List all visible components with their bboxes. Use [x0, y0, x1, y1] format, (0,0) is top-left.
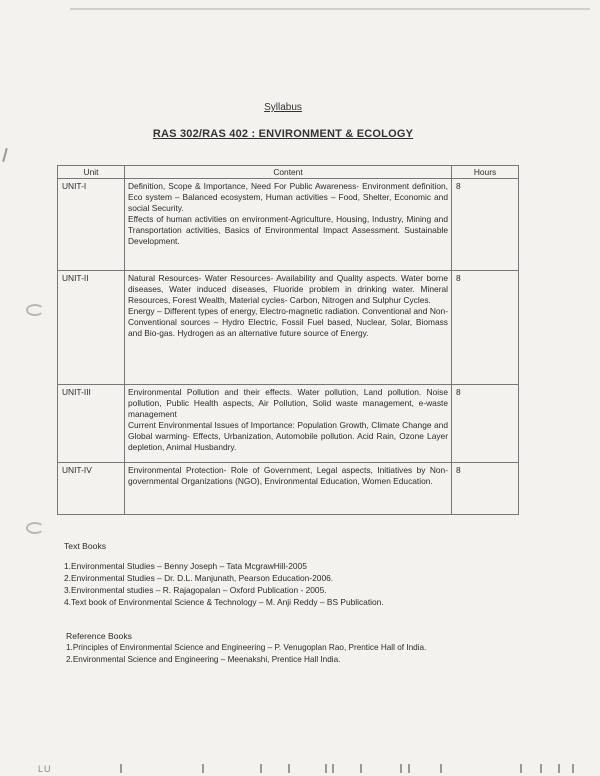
syllabus-heading: Syllabus [264, 102, 302, 113]
column-header-hours: Hours [452, 166, 519, 179]
text-book-item: 3.Environmental studies – R. Rajagopalan – Oxford Publication - 2005. [64, 585, 327, 595]
text-books-section [64, 541, 534, 608]
content-cell: Environmental Pollution and their effects. Water pollution, Land pollution. Noise pollution, Public Health aspects, Air Pollution, Solid waste management, e-waste management Current Environmental Issues of Importance: Population Growth, Climate Change and Global warming- Effects, Urbanization, Automobile pollution. Acid Rain, Ozone Layer depletion, Animal Husbandry. [125, 385, 452, 463]
text-book-item: 2.Environmental Studies – Dr. D.L. Manjunath, Pearson Education-2006. [64, 573, 334, 583]
text-books-title: Text Books [64, 541, 107, 551]
footer-fragment: LU [38, 764, 52, 774]
column-header-unit: Unit [58, 166, 125, 179]
text-book-item: 1.Environmental Studies – Benny Joseph – Tata McgrawHill-2005 [64, 561, 307, 571]
syllabus-table [57, 165, 519, 515]
text-book-item: 4.Text book of Environmental Science & Technology – M. Anji Reddy – BS Publication. [64, 597, 384, 607]
punch-hole-mark [26, 304, 44, 316]
unit-cell: UNIT-II [58, 271, 125, 385]
reference-books-title: Reference Books [66, 631, 132, 641]
column-header-content: Content [125, 166, 452, 179]
table-header-row [58, 166, 519, 179]
table-row [58, 385, 519, 463]
reference-book-item: 1.Principles of Environmental Science and Engineering – P. Venugoplan Rao, Prentice Hall of India. [66, 643, 427, 652]
hours-cell: 8 [452, 271, 519, 385]
unit-cell: UNIT-I [58, 179, 125, 271]
hours-cell: 8 [452, 385, 519, 463]
scan-artifact-ticks [110, 764, 580, 774]
table-row [58, 271, 519, 385]
hours-cell: 8 [452, 179, 519, 271]
punch-hole-mark [26, 522, 44, 534]
unit-cell: UNIT-IV [58, 463, 125, 515]
content-cell: Definition, Scope & Importance, Need For Public Awareness- Environment definition, Eco system – Balanced ecosystem, Human activities – Food, Shelter, Economic and social Security. Effects of human activities on environment-Agriculture, Housing, Industry, Mining and Transportation activities, Basics of Environmental Impact Assessment. Sustainable Development. [125, 179, 452, 271]
margin-mark [2, 148, 8, 162]
unit-cell: UNIT-III [58, 385, 125, 463]
content-cell: Environmental Protection- Role of Government, Legal aspects, Initiatives by Non-governmental Organizations (NGO), Environmental Education, Women Education. [125, 463, 452, 515]
content-cell: Natural Resources- Water Resources- Availability and Quality aspects. Water borne diseases, Water induced diseases, Fluoride problem in drinking water. Mineral Resources, Forest Wealth, Material cycles- Carbon, Nitrogen and Sulphur Cycles. Energy – Different types of energy, Electro-magnetic radiation. Conventional and Non-Conventional sources – Hydro Electric, Fossil Fuel based, Nuclear, Solar, Biomass and Bio-gas. Hydrogen as an alternative future source of Energy. [125, 271, 452, 385]
table-row [58, 179, 519, 271]
course-title: RAS 302/RAS 402 : ENVIRONMENT & ECOLOGY [152, 128, 414, 140]
table-row [58, 463, 519, 515]
reference-book-item: 2.Environmental Science and Engineering – Meenakshi, Prentice Hall India. [66, 655, 341, 664]
scan-edge-line [70, 8, 590, 10]
reference-books-section [66, 631, 536, 666]
hours-cell: 8 [452, 463, 519, 515]
